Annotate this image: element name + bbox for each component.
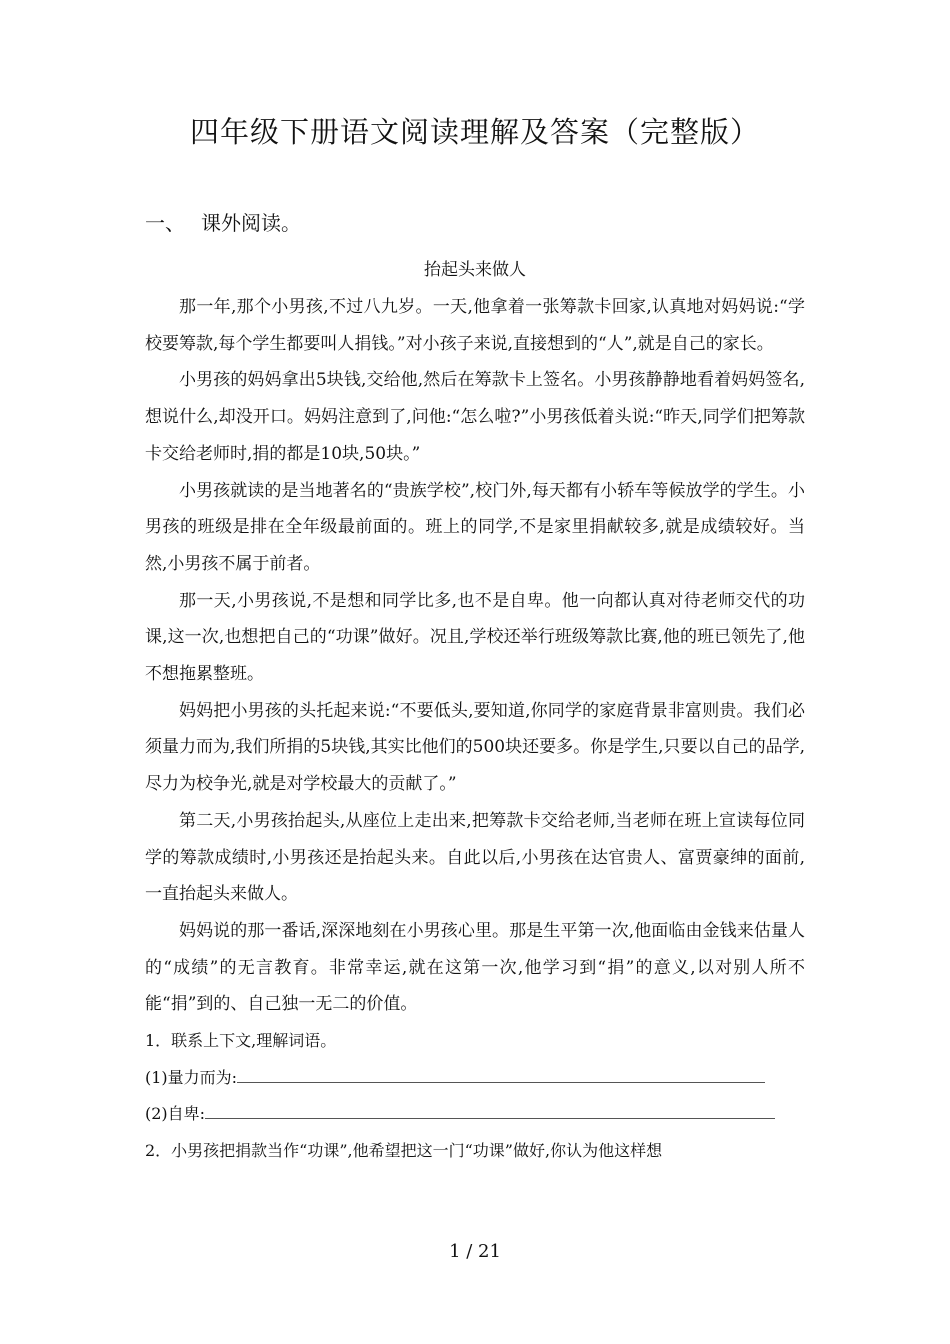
section-title: 课外阅读。 [201, 211, 301, 235]
question-1b [145, 1096, 805, 1133]
paragraph: 妈妈把小男孩的头托起来说:“不要低头,要知道,你同学的家庭背景非富则贵。我们必须量力而为,我们所捐的5块钱,其实比他们的500块还要多。你是学生,只要以自己的品学,尽力为校争光,就是对学校最大的贡献了。” [145, 700, 805, 795]
paragraph: 小男孩的妈妈拿出5块钱,交给他,然后在筹款卡上签名。小男孩静静地看着妈妈签名,想说什么,却没开口。妈妈注意到了,问他:“怎么啦?”小男孩低着头说:“昨天,同学们把筹款卡交给老师时,捐的都是10块,50块。” [145, 370, 805, 464]
paragraph: 小男孩就读的是当地著名的“贵族学校”,校门外,每天都有小轿车等候放学的学生。小男孩的班级是排在全年级最前面的。班上的同学,不是家里捐献较多,就是成绩较好。当然,小男孩不属于前者。 [145, 480, 805, 574]
question-1a [145, 1060, 805, 1097]
paragraph: 那一年,那个小男孩,不过八九岁。一天,他拿着一张筹款卡回家,认真地对妈妈说:“学校要筹款,每个学生都要叫人捐钱。”对小孩子来说,直接想到的“人”,就是自己的家长。 [145, 297, 805, 354]
question-2: 2．小男孩把捐款当作“功课”,他希望把这一门“功课”做好,你认为他这样想 [145, 1141, 663, 1161]
paragraph: 妈妈说的那一番话,深深地刻在小男孩心里。那是生平第一次,他面临由金钱来估量人的“成绩”的无言教育。非常幸运,就在这第一次,他学习到“捐”的意义,以对别人所不能“捐”到的、自己独一无二的价值。 [145, 920, 805, 1015]
question-1: 1．联系上下文,理解词语。 [145, 1031, 337, 1051]
question-1a-label: (1)量力而为: [145, 1067, 238, 1087]
section-heading [145, 208, 301, 238]
passage-body [145, 289, 805, 1170]
paragraph: 那一天,小男孩说,不是想和同学比多,也不是自卑。他一向都认真对待老师交代的功课,这一次,也想把自己的“功课”做好。况且,学校还举行班级筹款比赛,他的班已领先了,他不想拖累整班。 [145, 590, 805, 685]
paragraph: 第二天,小男孩抬起头,从座位上走出来,把筹款卡交给老师,当老师在班上宣读每位同学的筹款成绩时,小男孩还是抬起头来。自此以后,小男孩在达官贵人、富贾豪绅的面前,一直抬起头来做人。 [145, 810, 805, 905]
passage-title: 抬起头来做人 [424, 260, 526, 280]
answer-line-1a[interactable] [237, 1062, 765, 1083]
section-number: 一、 [145, 211, 185, 235]
page-number: 1 / 21 [449, 1241, 501, 1262]
question-1b-label: (2)自卑: [145, 1104, 206, 1124]
answer-line-1b[interactable] [205, 1098, 775, 1119]
document-title: 四年级下册语文阅读理解及答案（完整版） [189, 115, 760, 149]
